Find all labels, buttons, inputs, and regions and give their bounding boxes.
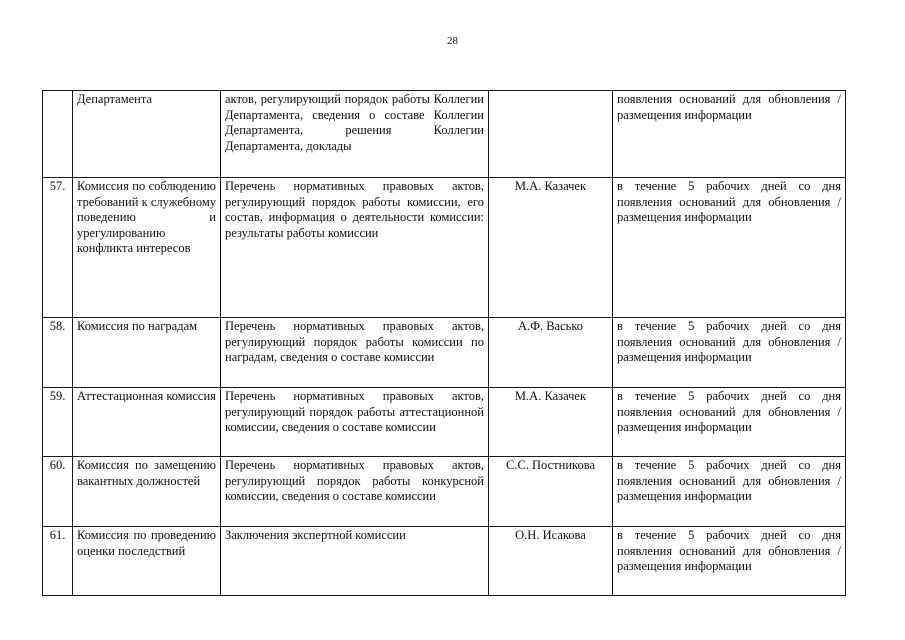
- row-number: 60.: [43, 457, 73, 527]
- row-number: 57.: [43, 178, 73, 318]
- row-content: актов, регулирующий порядок работы Коллегии Департамента, сведения о составе Коллегии Департамента, решения Коллегии Департамента, доклады: [221, 91, 489, 178]
- row-number: 58.: [43, 318, 73, 388]
- table-row: [43, 91, 846, 178]
- row-number: 59.: [43, 388, 73, 457]
- row-content: Заключения экспертной комиссии: [221, 527, 489, 596]
- row-period: в течение 5 рабочих дней со дня появления оснований для обновления /размещения информации: [613, 527, 846, 596]
- row-number: [43, 91, 73, 178]
- row-content: Перечень нормативных правовых актов, регулирующий порядок работы комиссии по наградам, сведения о составе комиссии: [221, 318, 489, 388]
- page-number: 28: [447, 35, 458, 47]
- row-responsible: М.А. Казачек: [489, 388, 613, 457]
- table-row: [43, 388, 846, 457]
- row-responsible: [489, 91, 613, 178]
- row-name: Аттестационная комиссия: [73, 388, 221, 457]
- row-responsible: О.Н. Исакова: [489, 527, 613, 596]
- row-name: Комиссия по наградам: [73, 318, 221, 388]
- row-responsible: А.Ф. Васько: [489, 318, 613, 388]
- row-responsible: С.С. Постникова: [489, 457, 613, 527]
- table-row: [43, 318, 846, 388]
- row-content: Перечень нормативных правовых актов, регулирующий порядок работы комиссии, его состав, информация о деятельности комиссии: результаты работы комиссии: [221, 178, 489, 318]
- row-content: Перечень нормативных правовых актов, регулирующий порядок работы конкурсной комиссии, сведения о составе комиссии: [221, 457, 489, 527]
- row-responsible: М.А. Казачек: [489, 178, 613, 318]
- row-period: в течение 5 рабочих дней со дня появления оснований для обновления /размещения информации: [613, 388, 846, 457]
- row-period: появления оснований для обновления /размещения информации: [613, 91, 846, 178]
- table-row: [43, 457, 846, 527]
- row-period: в течение 5 рабочих дней со дня появления оснований для обновления /размещения информации: [613, 318, 846, 388]
- row-name: Департамента: [73, 91, 221, 178]
- register-table: [42, 90, 846, 596]
- row-name: Комиссия по проведению оценки последствий: [73, 527, 221, 596]
- table-row: [43, 178, 846, 318]
- row-name: Комиссия по соблюдению требований к служебному поведению и урегулированию конфликта интересов: [73, 178, 221, 318]
- row-content: Перечень нормативных правовых актов, регулирующий порядок работы аттестационной комиссии, сведения о составе комиссии: [221, 388, 489, 457]
- row-name: Комиссия по замещению вакантных должностей: [73, 457, 221, 527]
- row-period: в течение 5 рабочих дней со дня появления оснований для обновления /размещения информации: [613, 457, 846, 527]
- table-row: [43, 527, 846, 596]
- row-period: в течение 5 рабочих дней со дня появления оснований для обновления /размещения информации: [613, 178, 846, 318]
- row-number: 61.: [43, 527, 73, 596]
